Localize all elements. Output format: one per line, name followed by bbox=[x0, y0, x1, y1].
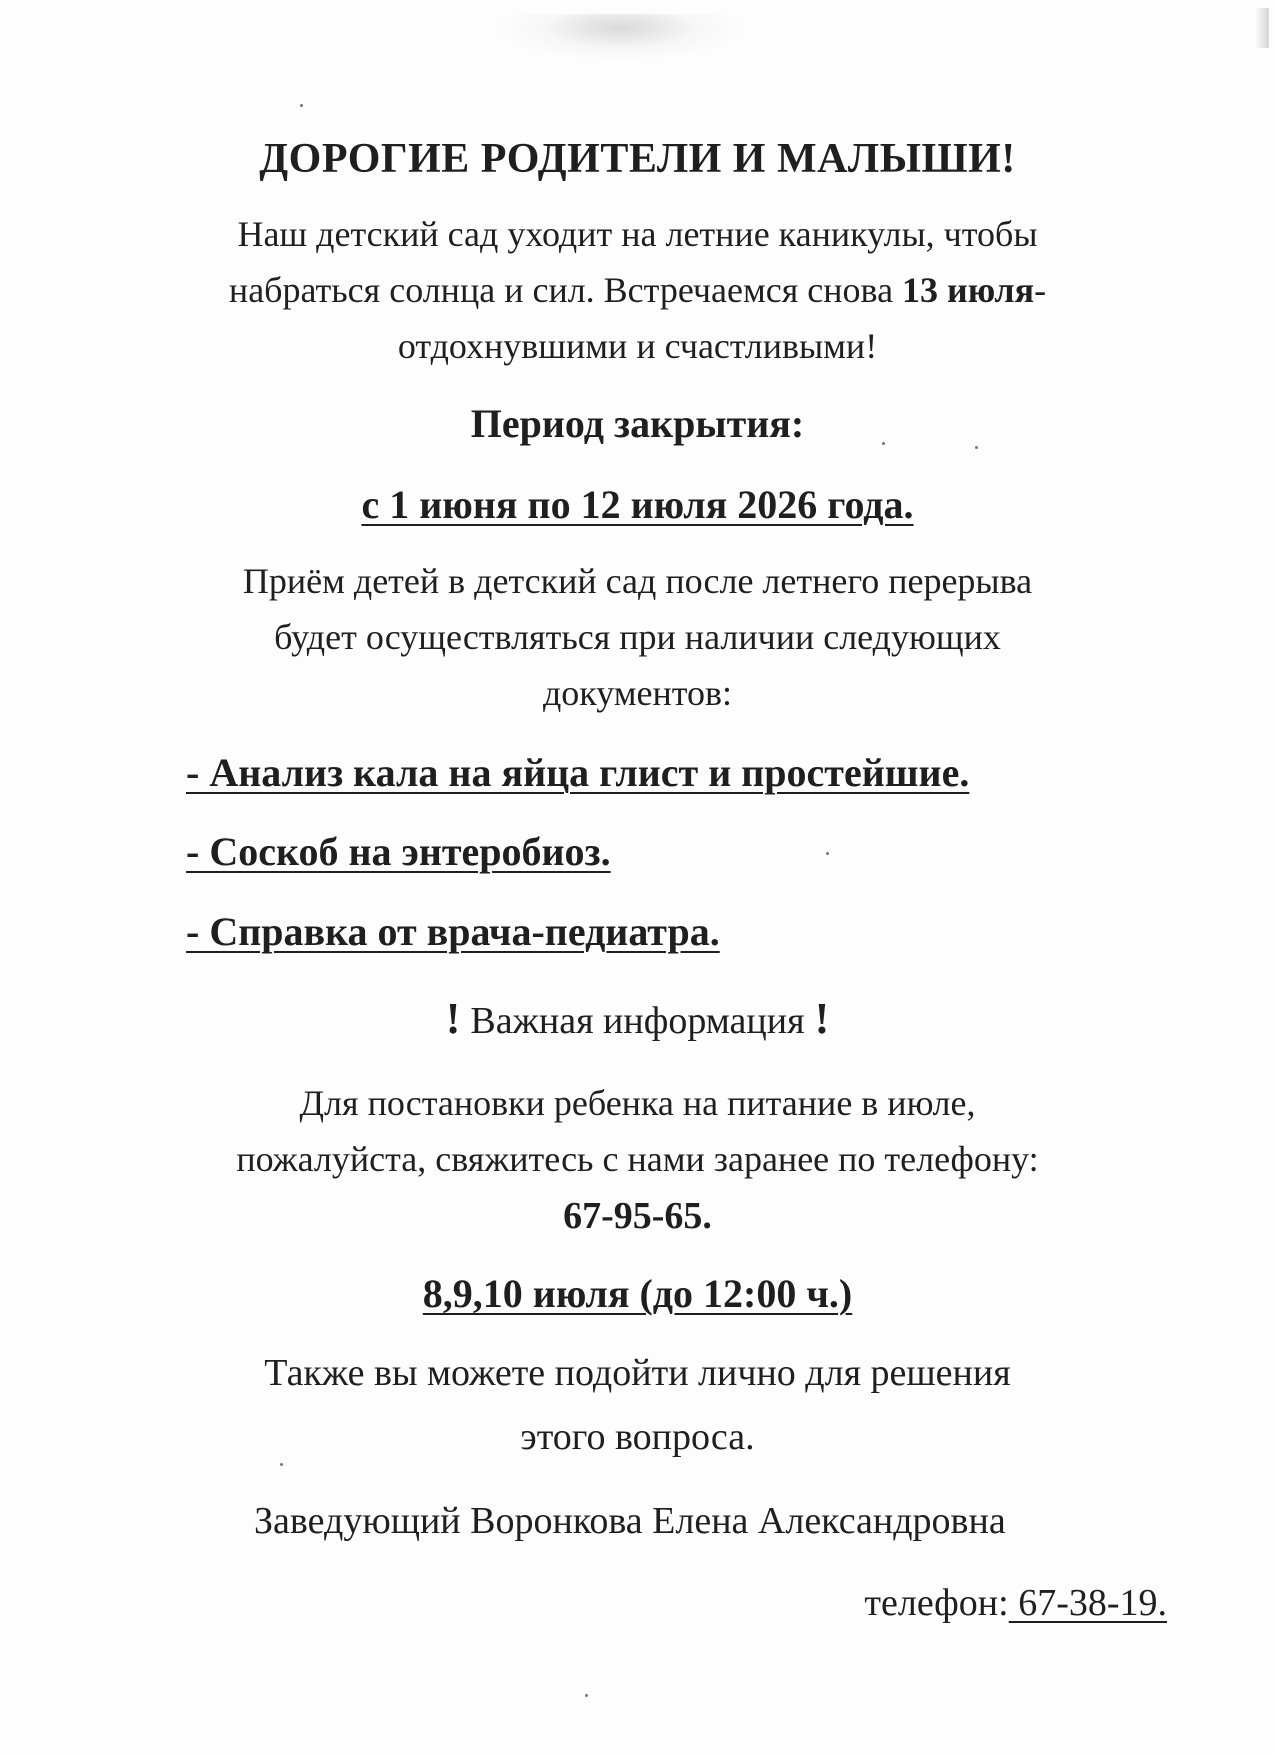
exclamation-icon: ! bbox=[814, 994, 830, 1043]
scan-speck bbox=[585, 1694, 588, 1697]
contact-phone: 67-38-19. bbox=[1008, 1582, 1167, 1624]
intro-line-2-text: набраться солнца и сил. Встречаемся снова bbox=[228, 270, 903, 310]
signature-line: Заведующий Воронкова Елена Александровна bbox=[254, 1500, 1006, 1542]
return-date: 13 июля bbox=[902, 270, 1035, 310]
required-document-item: - Соскоб на энтеробиоз. bbox=[186, 829, 611, 874]
important-heading bbox=[0, 994, 1275, 1043]
admission-line-1: Приём детей в детский сад после летнего перерыва bbox=[242, 561, 1033, 601]
intro-line-2 bbox=[0, 272, 1275, 308]
admission-line-3: документов: bbox=[542, 673, 733, 713]
scan-smudge bbox=[500, 14, 740, 60]
feeding-dates bbox=[0, 1271, 1275, 1316]
required-document-item: - Анализ кала на яйца глист и простейшие. bbox=[186, 750, 970, 795]
closure-dates bbox=[0, 482, 1275, 527]
exclamation-icon: ! bbox=[445, 994, 461, 1043]
closure-heading: Период закрытия: bbox=[470, 401, 805, 446]
personal-visit-line-2: этого вопроса. bbox=[520, 1416, 755, 1458]
contact-label: телефон: bbox=[864, 1582, 1009, 1624]
intro-line-3: отдохнувшими и счастливыми! bbox=[397, 326, 878, 366]
personal-visit-line-1: Также вы можете подойти лично для решения bbox=[264, 1352, 1011, 1394]
admission-line-2: будет осуществляться при наличии следующих bbox=[274, 617, 1001, 657]
feeding-phone: 67-95-65. bbox=[563, 1195, 712, 1237]
feeding-line-1: Для постановки ребенка на питание в июле, bbox=[299, 1083, 976, 1123]
contact-line bbox=[864, 1584, 1167, 1622]
feeding-dates-text: 8,9,10 июля (до 12:00 ч.) bbox=[422, 1271, 853, 1316]
scan-edge-shadow bbox=[1255, 8, 1269, 48]
intro-line-2-dash: - bbox=[1034, 270, 1047, 310]
required-document-item: - Справка от врача-педиатра. bbox=[186, 909, 720, 954]
important-label: Важная информация bbox=[470, 1000, 805, 1042]
closure-dates-text: с 1 июня по 12 июля 2026 года. bbox=[361, 482, 914, 527]
scan-speck bbox=[826, 852, 829, 855]
page-title: ДОРОГИЕ РОДИТЕЛИ И МАЛЫШИ! bbox=[259, 136, 1016, 182]
scan-speck bbox=[280, 1463, 283, 1466]
scan-speck bbox=[300, 104, 303, 107]
feeding-line-2: пожалуйста, свяжитесь с нами заранее по телефону: bbox=[236, 1139, 1039, 1179]
intro-line-1: Наш детский сад уходит на летние каникулы, чтобы bbox=[237, 214, 1038, 254]
scan-speck bbox=[975, 446, 978, 449]
